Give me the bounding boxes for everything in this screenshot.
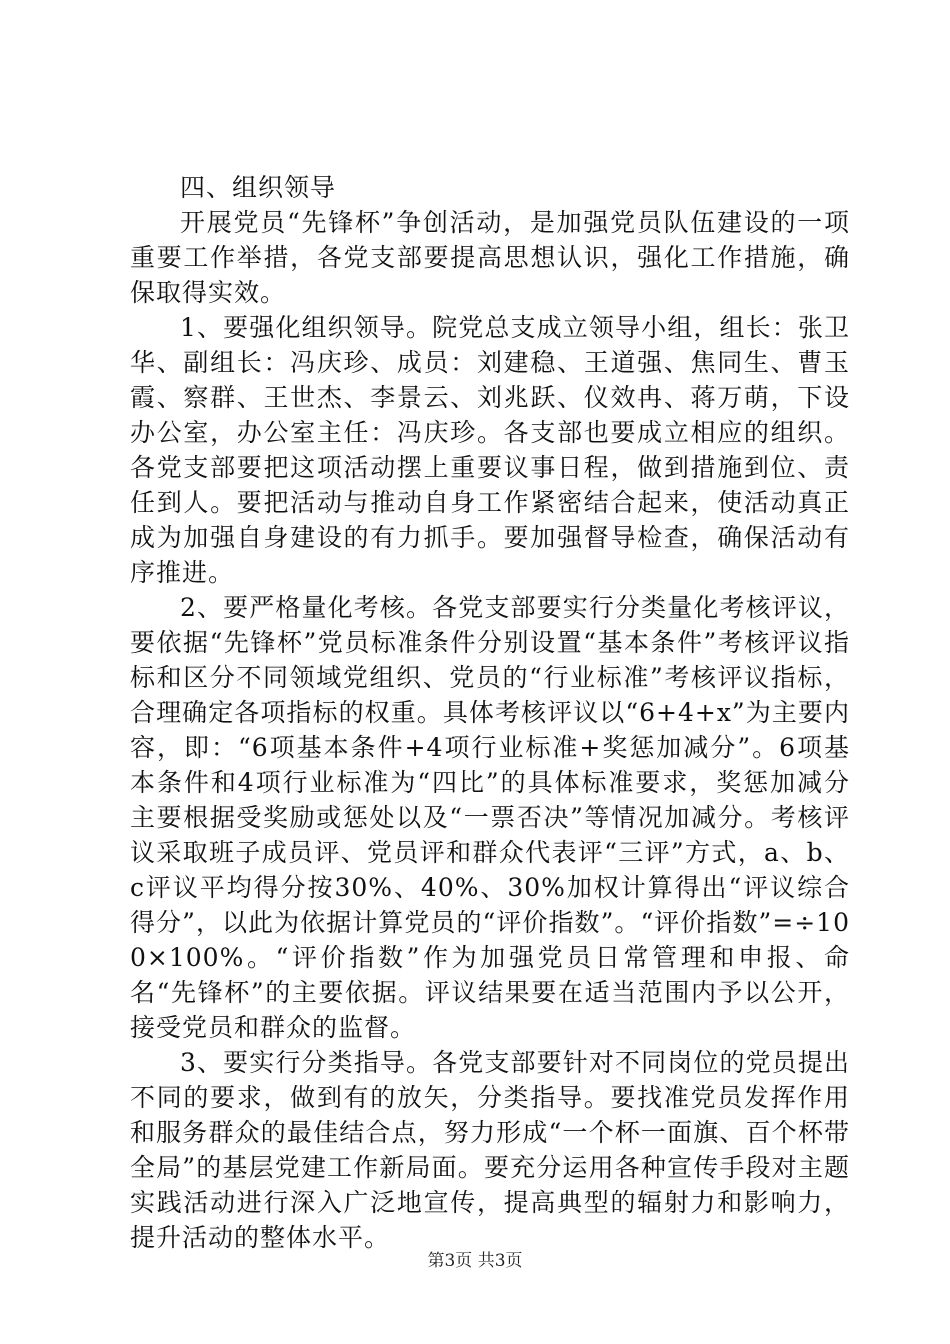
paragraph-classified-guidance: 3、要实行分类指导。各党支部要针对不同岗位的党员提出不同的要求，做到有的放矢，分类指导。要找准党员发挥作用和服务群众的最佳结合点，努力形成“一个杯一面旗、百个杯带全局”的基层党建工作新局面。要充分运用各种宣传手段对主题实践活动进行深入广泛地宣传，提高典型的辐射力和影响力，提升活动的整体水平。 bbox=[130, 1048, 850, 1252]
paragraph-quantified-assessment: 2、要严格量化考核。各党支部要实行分类量化考核评议，要依据“先锋杯”党员标准条件分别设置“基本条件”考核评议指标和区分不同领域党组织、党员的“行业标准”考核评议指标，合理确定各项指标的权重。具体考核评议以“6+4+x”为主要内容，即：“6项基本条件+4项行业标准+奖惩加减分”。6项基本条件和4项行业标准为“四比”的具体标准要求，奖惩加减分主要根据受奖励或惩处以及“一票否决”等情况加减分。考核评议采取班子成员评、党员评和群众代表评“三评”方式，a、b、c评议平均得分按30%、40%、30%加权计算得出“评议综合得分”，以此为依据计算党员的“评价指数”。“评价指数”=÷100×100%。“评价指数”作为加强党员日常管理和申报、命名“先锋杯”的主要依据。评议结果要在适当范围内予以公开，接受党员和群众的监督。 bbox=[130, 593, 850, 1042]
page-number-footer: 第3页 共3页 bbox=[427, 1251, 523, 1271]
paragraph-organization-leadership: 1、要强化组织领导。院党总支成立领导小组，组长：张卫华、副组长：冯庆珍、成员：刘建稳、王道强、焦同生、曹玉霞、察群、王世杰、李景云、刘兆跃、仪效冉、蒋万萌，下设办公室，办公室主任：冯庆珍。各支部也要成立相应的组织。各党支部要把这项活动摆上重要议事日程，做到措施到位、责任到人。要把活动与推动自身工作紧密结合起来，使活动真正成为加强自身建设的有力抓手。要加强督导检查，确保活动有序推进。 bbox=[130, 313, 850, 587]
document-body bbox=[130, 170, 850, 1255]
paragraph-intro: 开展党员“先锋杯”争创活动，是加强党员队伍建设的一项重要工作举措，各党支部要提高思想认识，强化工作措施，确保取得实效。 bbox=[130, 208, 850, 307]
section-heading: 四、组织领导 bbox=[180, 173, 337, 202]
